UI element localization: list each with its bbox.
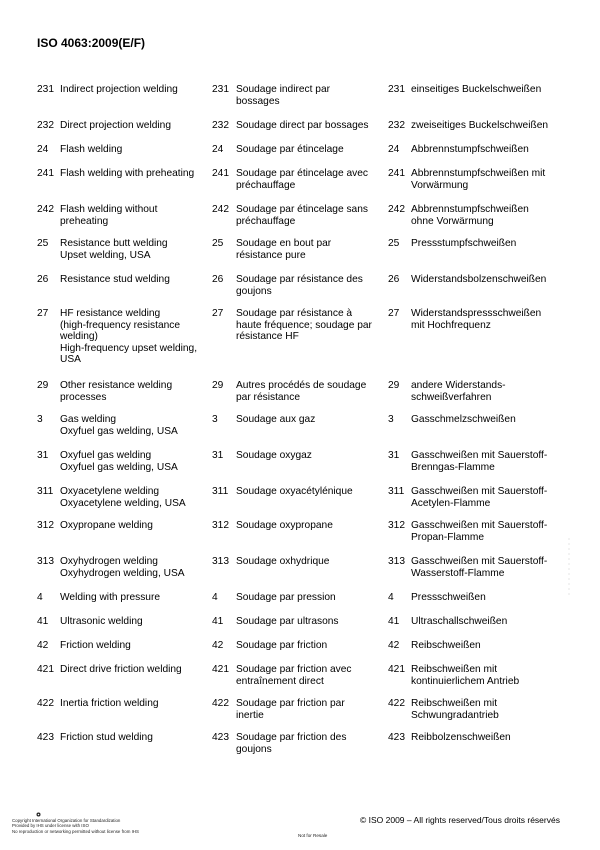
term-french [236,204,376,227]
term-number-de: 313 [388,556,405,567]
term-english-line: USA [60,354,81,366]
term-english-line: Oxypropane welding [60,520,153,531]
term-number-de: 312 [388,520,405,531]
term-french-line: préchauffage [236,215,296,227]
term-number-en: 422 [37,698,54,709]
term-german [411,592,561,604]
term-number-de: 26 [388,274,400,285]
term-english-line: processes [60,391,107,403]
term-french [236,238,376,261]
term-english-line: Other resistance welding [60,380,173,391]
term-french [236,450,376,462]
term-french [236,168,376,191]
term-number-en: 423 [37,732,54,743]
term-number-fr: 31 [212,450,224,461]
term-english-line: Flash welding without [60,204,158,215]
page-header-title: ISO 4063:2009(E/F) [37,36,146,50]
term-german-line: Ultraschallschweißen [411,616,508,627]
term-english [60,640,202,652]
term-english-line: Friction welding [60,640,131,651]
term-german-line: einseitiges Buckelschweißen [411,84,542,95]
term-english [60,556,202,579]
term-number-de: 242 [388,204,405,215]
term-german-line: mit Hochfrequenz [411,319,491,331]
term-english [60,238,202,261]
term-number-fr: 42 [212,640,224,651]
term-german [411,732,561,744]
term-german [411,144,561,156]
term-german-line: zweiseitiges Buckelschweißen [411,120,549,131]
term-german-line: Widerstandsbolzenschweißen [411,274,547,285]
term-number-en: 41 [37,616,49,627]
term-german-line: kontinuierlichem Antrieb [411,675,520,687]
term-english-line: Oxyhydrogen welding [60,556,158,567]
term-french-line: Autres procédés de soudage [236,380,367,391]
term-english [60,144,202,156]
term-german [411,204,561,227]
term-french-line: préchauffage [236,179,296,191]
term-french-line: Soudage par étincelage avec [236,168,368,179]
term-number-de: 42 [388,640,400,651]
term-french [236,120,376,132]
term-french [236,486,376,498]
term-french-line: résistance pure [236,249,306,261]
term-english-line: Oxyacetylene welding [60,486,160,497]
term-german-line: Reibbolzenschweißen [411,732,511,743]
term-french-line: Soudage oxypropane [236,520,333,531]
term-number-fr: 25 [212,238,224,249]
term-french-line: Soudage par résistance des [236,274,363,285]
term-number-en: 27 [37,308,49,319]
term-english-line: Flash welding with preheating [60,168,195,179]
term-german [411,274,561,286]
term-english [60,592,202,604]
term-french [236,616,376,628]
term-number-en: 231 [37,84,54,95]
term-french-line: par résistance [236,391,300,403]
term-number-en: 3 [37,414,43,425]
term-number-en: 4 [37,592,43,603]
term-english-line: Flash welding [60,144,123,155]
term-number-en: 26 [37,274,49,285]
term-french-line: Soudage oxhydrique [236,556,330,567]
term-english [60,520,202,532]
term-french-line: Soudage indirect par [236,84,331,95]
term-french-line: goujons [236,743,272,755]
term-number-de: 241 [388,168,405,179]
term-german [411,486,561,509]
term-german-line: Widerstandspressschweißen [411,308,542,319]
term-german-line: Gasschweißen mit Sauerstoff- [411,450,548,461]
term-number-de: 3 [388,414,394,425]
term-french [236,380,376,403]
term-french [236,556,376,568]
term-french [236,640,376,652]
term-number-en: 29 [37,380,49,391]
term-german [411,616,561,628]
term-english-line: preheating [60,215,109,227]
term-german-line: Wasserstoff-Flamme [411,567,505,579]
term-english [60,450,202,473]
side-watermark-mark [567,535,571,595]
term-german-line: Abbrennstumpfschweißen [411,144,529,155]
term-german [411,168,561,191]
term-number-fr: 29 [212,380,224,391]
term-german-line: Pressschweißen [411,592,486,603]
term-number-fr: 312 [212,520,229,531]
term-number-de: 29 [388,380,400,391]
term-german-line: Acetylen-Flamme [411,497,491,509]
term-german [411,556,561,579]
term-french [236,732,376,755]
term-english-line: Resistance butt welding [60,238,168,249]
term-french [236,144,376,156]
term-german [411,308,561,331]
term-english-line: Oxyfuel gas welding, USA [60,461,178,473]
term-english-line: Indirect projection welding [60,84,178,95]
term-number-fr: 4 [212,592,218,603]
term-german [411,84,561,96]
term-french-line: Soudage oxygaz [236,450,312,461]
term-number-fr: 26 [212,274,224,285]
term-english [60,414,202,437]
term-german [411,120,561,132]
term-number-de: 231 [388,84,405,95]
term-french-line: Soudage par friction par [236,698,345,709]
term-number-en: 313 [37,556,54,567]
footer-copyright [12,818,139,834]
term-number-de: 232 [388,120,405,131]
term-number-en: 311 [37,486,54,497]
term-german [411,698,561,721]
term-french-line: résistance HF [236,331,299,343]
footer-copyright-line: Provided by IHS under license with ISO [12,823,89,829]
term-english-line: Ultrasonic welding [60,616,143,627]
term-number-fr: 24 [212,144,224,155]
term-german-line: Gasschweißen mit Sauerstoff- [411,520,548,531]
term-french-line: Soudage par friction avec [236,664,352,675]
term-german-line: Vorwärmung [411,179,469,191]
term-number-en: 24 [37,144,49,155]
term-number-fr: 231 [212,84,229,95]
footer-rights: © ISO 2009 – All rights reserved/Tous droits réservés [360,815,560,825]
term-french-line: bossages [236,95,280,107]
term-german-line: Reibschweißen [411,640,481,651]
term-english [60,204,202,227]
term-french-line: inertie [236,709,264,721]
footer-not-for-resale: Not for Resale [298,833,328,838]
term-number-fr: 242 [212,204,229,215]
term-english-line: Oxyhydrogen welding, USA [60,567,185,579]
term-german-line: Brenngas-Flamme [411,461,495,473]
term-german-line: Schwungradantrieb [411,709,499,721]
term-german-line: Reibschweißen mit [411,698,498,709]
term-english [60,732,202,744]
term-french [236,84,376,107]
term-number-en: 312 [37,520,54,531]
term-number-fr: 41 [212,616,224,627]
term-french [236,592,376,604]
term-french-line: Soudage oxyacétylénique [236,486,353,497]
term-french [236,274,376,297]
term-english [60,168,202,180]
term-number-fr: 423 [212,732,229,743]
term-number-fr: 421 [212,664,229,675]
term-number-de: 311 [388,486,405,497]
term-french-line: Soudage par friction des [236,732,347,743]
term-english-line: Resistance stud welding [60,274,170,285]
footer-copyright-line: No reproduction or networking permitted without license from IHS [12,828,139,834]
term-number-en: 25 [37,238,49,249]
term-english-line: Direct drive friction welding [60,664,182,675]
term-english [60,664,202,676]
term-german [411,414,561,426]
term-number-de: 27 [388,308,400,319]
term-german-line: andere Widerstands- [411,380,506,391]
term-english-line: Oxyacetylene welding, USA [60,497,186,509]
term-english-line: Gas welding [60,414,117,425]
term-french-line: Soudage aux gaz [236,414,316,425]
term-german-line: Abbrennstumpfschweißen mit [411,168,546,179]
term-french [236,664,376,687]
term-german-line: Pressstumpfschweißen [411,238,517,249]
term-german-line: Gasschweißen mit Sauerstoff- [411,556,548,567]
term-german-line: ohne Vorwärmung [411,215,494,227]
term-english [60,380,202,403]
term-english-line: welding) [60,331,98,343]
term-english-line: Welding with pressure [60,592,161,603]
term-number-fr: 241 [212,168,229,179]
term-german-line: Abbrennstumpfschweißen [411,204,529,215]
term-english [60,698,202,710]
term-number-de: 24 [388,144,400,155]
term-english-line: High-frequency upset welding, [60,342,198,354]
term-english-line: Upset welding, USA [60,249,151,261]
footer-copyright-line: Copyright International Organization for Standardization [12,818,121,823]
term-number-de: 41 [388,616,400,627]
term-number-de: 4 [388,592,394,603]
term-number-de: 421 [388,664,405,675]
term-english-line: Oxyfuel gas welding, USA [60,425,178,437]
term-number-en: 31 [37,450,49,461]
term-german [411,520,561,543]
term-number-fr: 313 [212,556,229,567]
term-german [411,380,561,403]
term-number-de: 422 [388,698,405,709]
term-french [236,414,376,426]
term-number-de: 31 [388,450,400,461]
term-french-line: Soudage par étincelage sans [236,204,368,215]
side-watermark [566,535,571,595]
term-german-line: Reibschweißen mit [411,664,498,675]
term-french-line: Soudage par résistance à [236,308,353,319]
term-english [60,308,202,366]
term-number-fr: 3 [212,414,218,425]
term-english-line: Oxyfuel gas welding [60,450,152,461]
term-english [60,486,202,509]
term-number-en: 241 [37,168,54,179]
term-number-fr: 27 [212,308,224,319]
term-german [411,450,561,473]
term-french-line: Soudage par pression [236,592,336,603]
term-german-line: Gasschmelzschweißen [411,414,516,425]
term-french [236,308,376,343]
term-german [411,238,561,250]
term-french-line: Soudage par étincelage [236,144,344,155]
term-english-line: Friction stud welding [60,732,153,743]
term-french-line: Soudage par ultrasons [236,616,339,627]
term-number-fr: 311 [212,486,229,497]
term-german-line: Gasschweißen mit Sauerstoff- [411,486,548,497]
term-french-line: Soudage direct par bossages [236,120,369,131]
term-number-en: 42 [37,640,49,651]
term-number-fr: 232 [212,120,229,131]
term-english [60,120,202,132]
term-english [60,84,202,96]
term-number-en: 242 [37,204,54,215]
term-number-de: 423 [388,732,405,743]
term-german [411,640,561,652]
term-german [411,664,561,687]
term-number-fr: 422 [212,698,229,709]
term-english-line: Inertia friction welding [60,698,159,709]
iso-logo-icon [36,812,41,817]
term-german-line: Propan-Flamme [411,531,485,543]
term-french-line: haute fréquence; soudage par [236,319,372,331]
term-english [60,274,202,286]
term-german-line: schweißverfahren [411,391,492,403]
term-french [236,698,376,721]
term-french [236,520,376,532]
term-english [60,616,202,628]
term-english-line: Direct projection welding [60,120,171,131]
term-number-en: 421 [37,664,54,675]
term-number-de: 25 [388,238,400,249]
term-english-line: (high-frequency resistance [60,319,181,331]
term-french-line: Soudage en bout par [236,238,332,249]
term-french-line: goujons [236,285,272,297]
term-french-line: Soudage par friction [236,640,328,651]
term-french-line: entraînement direct [236,675,324,687]
term-english-line: HF resistance welding [60,308,161,319]
term-number-en: 232 [37,120,54,131]
